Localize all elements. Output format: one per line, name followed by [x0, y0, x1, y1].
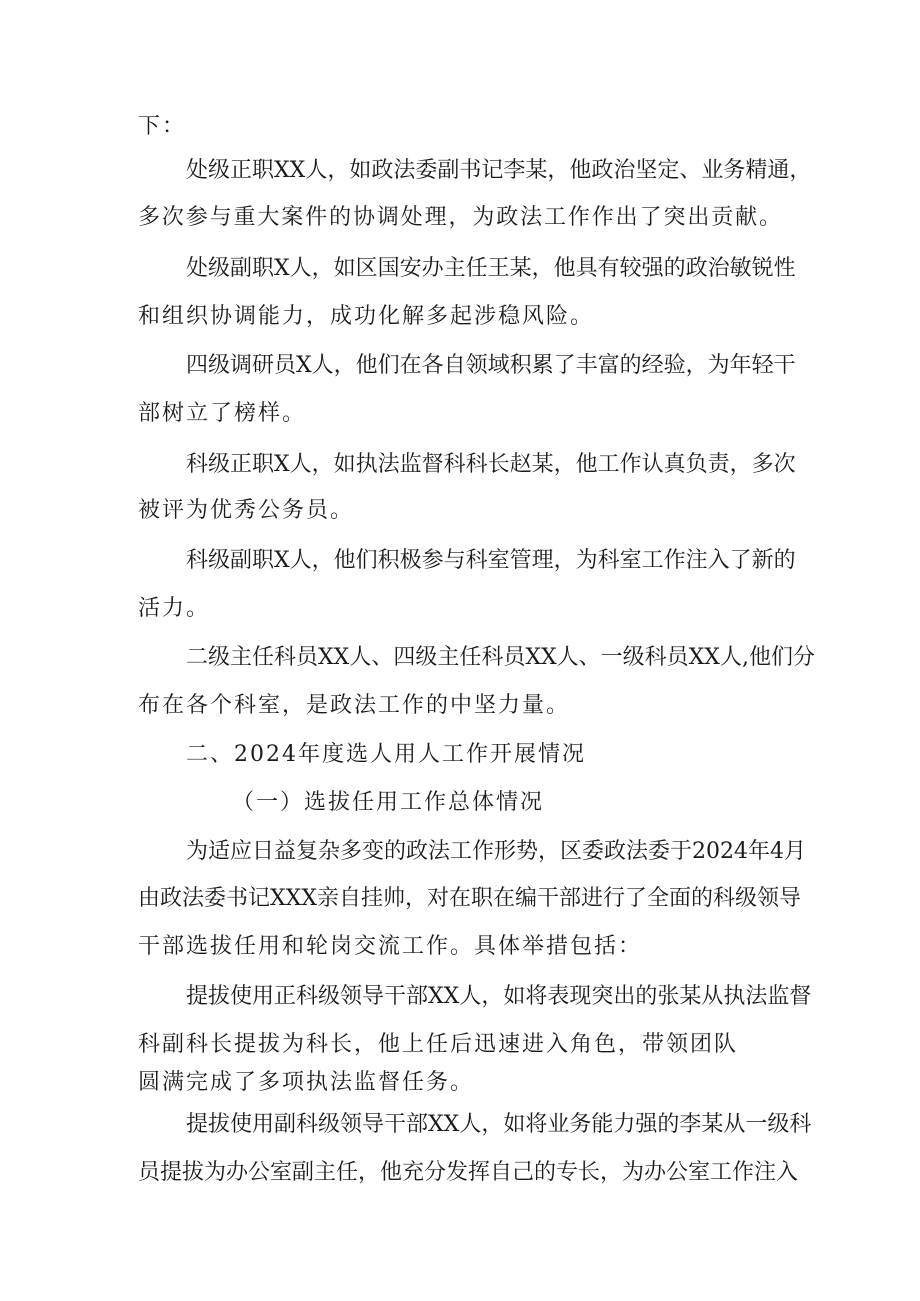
paragraph-line: 科级正职X人，如执法监督科科长赵某，他工作认真负责，多次 — [186, 452, 796, 477]
paragraph-line: 员提拔为办公室副主任，他充分发挥自己的专长，为办公室工作注入 — [138, 1160, 799, 1185]
paragraph-line: 四级调研员X人，他们在各自领域积累了丰富的经验，为年轻干 — [186, 353, 796, 378]
paragraph-line: 处级正职XX人，如政法委副书记李某，他政治坚定、业务精通， — [186, 158, 812, 183]
paragraph-line: 部树立了榜样。 — [138, 401, 307, 426]
paragraph-line: 被评为优秀公务员。 — [138, 498, 355, 523]
paragraph-line: 布在各个科室，是政法工作的中坚力量。 — [138, 693, 571, 718]
paragraph-line: 二级主任科员XX人、四级主任科员XX人、一级科员XX人,他们分 — [186, 645, 815, 670]
paragraph-line: 提拔使用副科级领导干部XX人，如将业务能力强的李某从一级科 — [186, 1112, 812, 1137]
paragraph-line: 多次参与重大案件的协调处理，为政法工作作出了突出贡献。 — [138, 205, 781, 230]
subsection-heading: （一）选拔任用工作总体情况 — [232, 790, 545, 815]
paragraph-line: 圆满完成了多项执法监督任务。 — [138, 1070, 475, 1095]
paragraph-line: 处级副职X人，如区国安办主任王某，他具有较强的政治敏锐性 — [186, 256, 796, 281]
paragraph-line: 科级副职X人，他们积极参与科室管理，为科室工作注入了新的 — [186, 548, 796, 573]
section-heading: 二、2024年度选人用人工作开展情况 — [186, 742, 586, 767]
paragraph-line: 科副科长提拔为科长，他上任后迅速进入角色，带领团队 — [138, 1032, 739, 1057]
paragraph-line: 由政法委书记XXX亲自挂帅，对在职在编干部进行了全面的科级领导 — [138, 886, 801, 911]
paragraph-line: 活力。 — [138, 596, 211, 621]
paragraph-line: 和组织协调能力，成功化解多起涉稳风险。 — [138, 304, 595, 329]
paragraph-line: 为适应日益复杂多变的政法工作形势，区委政法委于2024年4月 — [186, 839, 806, 864]
paragraph-line: 干部选拔任用和轮岗交流工作。具体举措包括： — [138, 934, 643, 959]
paragraph-line: 提拔使用正科级领导干部XX人，如将表现突出的张某从执法监督 — [186, 984, 812, 1009]
text-line: 下： — [138, 114, 187, 139]
